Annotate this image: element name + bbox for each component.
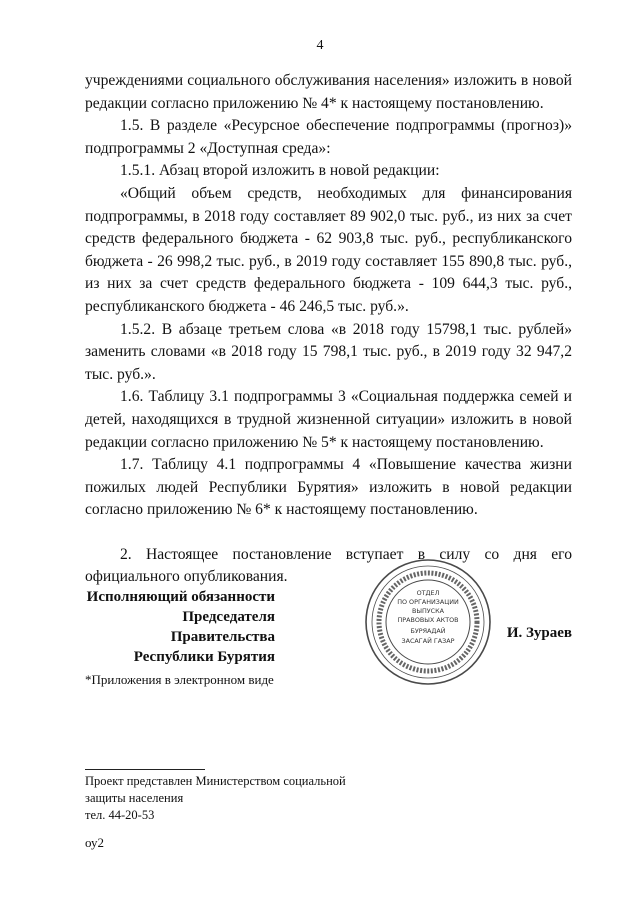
signatory-position	[85, 587, 275, 667]
seal-text-line: ЗАСАГАЙ ГАЗАР	[401, 637, 455, 645]
seal-text-line: ВЫПУСКА	[411, 607, 445, 615]
signatory-position-line: Председателя Правительства	[170, 609, 275, 645]
paragraph-2: 2. Настоящее постановление вступает в силу со дня его официального опубликования.	[85, 545, 572, 586]
paragraph-1-5-1: 1.5.1. Абзац второй изложить в новой редакции:	[120, 162, 440, 180]
attachments-note: *Приложения в электронном виде	[85, 672, 274, 687]
official-seal-stamp	[363, 557, 493, 687]
document-body	[85, 70, 572, 589]
signatory-name: И. Зураев	[506, 625, 572, 641]
seal-text-line: БУРЯАДАЙ	[410, 627, 446, 635]
paragraph-1-5-2: 1.5.2. В абзаце третьем слова «в 2018 году 15798,1 тыс. рублей» заменить словами «в 2018 году 15 798,1 тыс. руб., в 2019 году 32 947,2 тыс. руб.».	[85, 320, 572, 383]
paragraph-1-5: 1.5. В разделе «Ресурсное обеспечение подпрограммы (прогноз)» подпрограммы 2 «Доступная среда»:	[85, 117, 572, 157]
seal-text-line: ПРАВОВЫХ АКТОВ	[397, 616, 459, 624]
paragraph-1-4-continuation: учреждениями социального обслуживания населения» изложить в новой редакции согласно приложению № 4* к настоящему постановлению.	[85, 72, 572, 112]
signatory-position-line: Исполняющий обязанности	[86, 589, 275, 605]
footer-code: оу2	[85, 835, 105, 850]
footer-phone: тел. 44-20-53	[85, 808, 155, 822]
paragraph-1-7: 1.7. Таблицу 4.1 подпрограммы 4 «Повышение качества жизни пожилых людей Республики Бурятия» изложить в новой редакции согласно приложению № 6* к настоящему постановлению.	[85, 456, 572, 519]
footer-block	[85, 773, 405, 851]
page-number: 4	[316, 38, 324, 53]
paragraph-1-6: 1.6. Таблицу 3.1 подпрограммы 3 «Социальная поддержка семей и детей, находящихся в трудной жизненной ситуации» изложить в новой редакции согласно приложению № 5* к настоящему постановлению.	[85, 388, 572, 451]
footer-submitted-by: Проект представлен Министерством социальной	[85, 774, 346, 788]
seal-text-line: ОТДЕЛ	[416, 589, 440, 597]
signatory-position-line: Республики Бурятия	[133, 649, 275, 665]
footer-submitted-by-cont: защиты населения	[85, 791, 184, 805]
paragraph-quote-funding: «Общий объем средств, необходимых для финансирования подпрограммы, в 2018 году составляет 89 902,0 тыс. руб., из них за счет средств федерального бюджета - 62 903,8 тыс. руб., республиканского бюджета - 26 998,2 тыс. руб., в 2019 году составляет 155 890,8 тыс. руб., из них за счет средств федерального бюджета - 109 644,3 тыс. руб., республиканского бюджета - 46 246,5 тыс. руб.».	[85, 184, 572, 315]
footer-divider	[85, 769, 205, 770]
seal-text-line: ПО ОРГАНИЗАЦИИ	[397, 598, 459, 606]
signature-block	[85, 587, 572, 665]
